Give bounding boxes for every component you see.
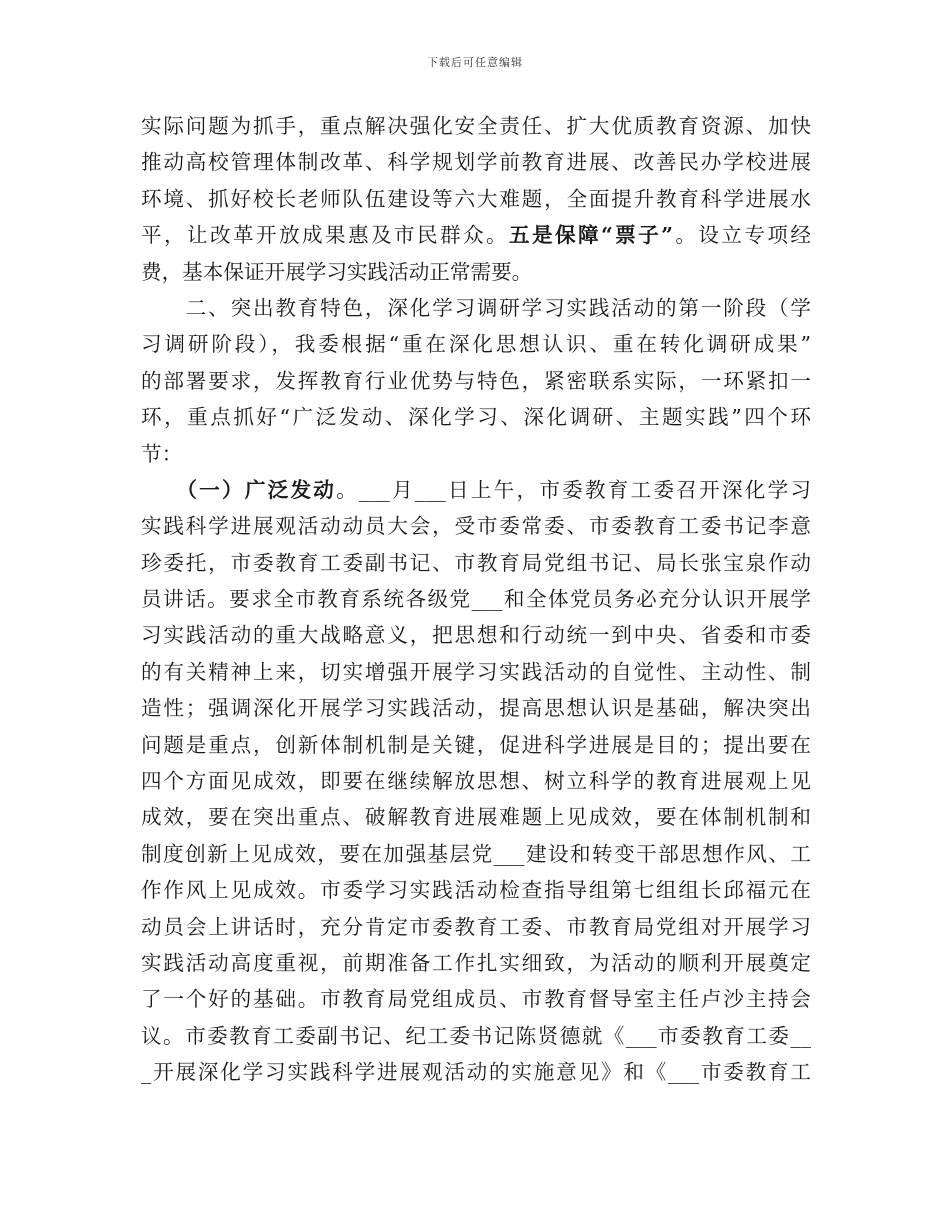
text-line: 动员会上讲话时，充分肯定市委教育工委、市教育局党组对开展学习 bbox=[141, 914, 811, 939]
text-line: _开展深化学习实践科学进展观活动的实施意见》和《___市委教育工 bbox=[141, 1060, 811, 1085]
text-line: 员讲话。要求全市教育系统各级党___和全体党员务必充分认识开展学 bbox=[141, 587, 811, 612]
text-line bbox=[141, 217, 811, 253]
text-line: 实践活动高度重视，前期准备工作扎实细致，为活动的顺利开展奠定 bbox=[141, 950, 811, 975]
text-line: 推动高校管理体制改革、科学规划学前教育进展、改善民办学校进展 bbox=[141, 150, 811, 175]
section-heading: （一）广泛发动 bbox=[186, 477, 337, 502]
text-line: 的有关精神上来，切实增强开展学习实践活动的自觉性、主动性、制 bbox=[141, 659, 811, 684]
page-header: 下载后可任意编辑 bbox=[427, 56, 523, 69]
text-line: 成效，要在突出重点、破解教育进展难题上见成效，要在体制机制和 bbox=[141, 805, 811, 830]
text-line: 四个方面见成效，即要在继续解放思想、树立科学的教育进展观上见 bbox=[141, 769, 811, 794]
text-line: 议。市委教育工委副书记、纪工委书记陈贤德就《___市委教育工委__ bbox=[141, 1023, 811, 1048]
text-line: 了一个好的基础。市教育局党组成员、市教育督导室主任卢沙主持会 bbox=[141, 987, 811, 1012]
text-span: 平，让改革开放成果惠及市民群众。 bbox=[141, 223, 509, 248]
document-body bbox=[141, 108, 811, 1091]
text-line: 实际问题为抓手，重点解决强化安全责任、扩大优质教育资源、加快 bbox=[141, 114, 811, 138]
text-line: 费，基本保证开展学习实践活动正常需要。 bbox=[141, 259, 533, 284]
text-line: 习调研阶段），我委根据“重在深化思想认识、重在转化调研成果” bbox=[141, 332, 811, 357]
text-line: 造性；强调深化开展学习实践活动，提高思想认识是基础，解决突出 bbox=[141, 696, 811, 721]
text-line: 作作风上见成效。市委学习实践活动检查指导组第七组组长邱福元在 bbox=[141, 878, 811, 903]
text-line: 珍委托，市委教育工委副书记、市教育局党组书记、局长张宝泉作动 bbox=[141, 550, 811, 575]
bold-phrase: 五是保障“票子” bbox=[508, 223, 674, 248]
text-line: 的部署要求，发挥教育行业优势与特色，紧密联系实际，一环紧扣一 bbox=[141, 368, 811, 393]
text-line: 问题是重点，创新体制机制是关键，促进科学进展是目的；提出要在 bbox=[141, 732, 811, 757]
text-span: 。___月___日上午，市委教育工委召开深化学习 bbox=[336, 477, 811, 502]
text-line: 二、突出教育特色，深化学习调研学习实践活动的第一阶段（学 bbox=[141, 295, 811, 320]
text-span: 。设立专项经 bbox=[673, 223, 811, 248]
text-line: 习实践活动的重大战略意义，把思想和行动统一到中央、省委和市委 bbox=[141, 623, 811, 648]
text-line bbox=[141, 472, 811, 508]
text-line: 实践科学进展观活动动员大会，受市委常委、市委教育工委书记李意 bbox=[141, 514, 811, 539]
text-span bbox=[141, 478, 187, 502]
text-line: 制度创新上见成效，要在加强基层党___建设和转变干部思想作风、工 bbox=[141, 841, 811, 866]
text-line: 环，重点抓好“广泛发动、深化学习、深化调研、主题实践”四个环 bbox=[141, 405, 811, 430]
text-line: 环境、抓好校长老师队伍建设等六大难题，全面提升教育科学进展水 bbox=[141, 186, 811, 211]
text-line: 节： bbox=[141, 441, 183, 466]
